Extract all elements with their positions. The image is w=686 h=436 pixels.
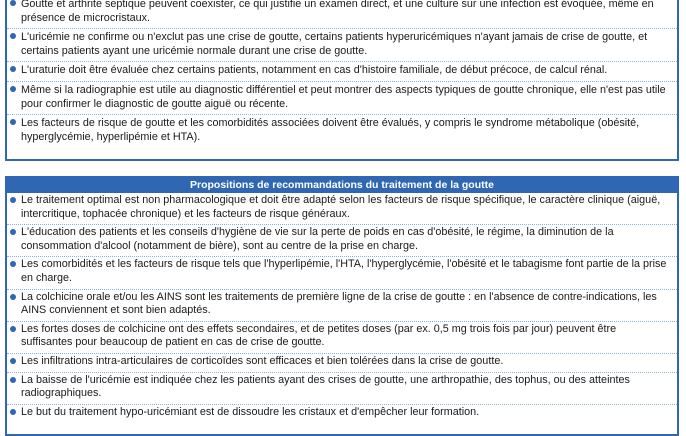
list-item bbox=[7, 290, 677, 322]
bullet-icon bbox=[10, 0, 16, 6]
bullet-icon bbox=[10, 294, 16, 300]
bullet-icon bbox=[10, 229, 16, 235]
item-text: Les facteurs de risque de goutte et les comorbidités associées doivent être évalués, y compris le syndrome métabolique (obésité, hyperglycémie, hyperlipémie et HTA). bbox=[21, 117, 640, 143]
bullet-icon bbox=[10, 377, 16, 383]
list-item bbox=[7, 405, 677, 423]
item-text: L'éducation des patients et les conseils d'hygiène de vie sur la perte de poids en cas d'obésité, le régime, la diminution de la consommation d'alcool (notamment de bière), sont au centre de la prise en charge. bbox=[21, 226, 614, 252]
list-item bbox=[7, 193, 677, 225]
bullet-icon bbox=[10, 119, 16, 125]
list-item bbox=[7, 29, 677, 62]
list-item bbox=[7, 322, 677, 354]
item-text: Les infiltrations intra-articulaires de corticoïdes sont efficaces et bien tolérées dans la crise de goutte. bbox=[21, 354, 504, 367]
list-item bbox=[7, 373, 677, 405]
item-text: Le traitement optimal est non pharmacologique et doit être adapté selon les facteurs de risque spécifique, le caractère clinique (aiguë, intercritique, tophacée chronique) et les facteurs de risque généraux. bbox=[21, 194, 661, 220]
item-text: Les fortes doses de colchicine ont des effets secondaires, et de petites doses (par ex. 0,5 mg trois fois par jour) peuvent être suffisantes pour beaucoup de patient en cas de crise de goutte. bbox=[21, 322, 617, 349]
item-text: Le but du traitement hypo-uricémiant est de dissoudre les cristaux et d'empêcher leur formation. bbox=[21, 405, 480, 418]
item-text: L'uricémie ne confirme ou n'exclut pas une crise de goutte, certains patients hyperuricémiques n'ayant jamais de crise de goutte, et certains patients ayant une uricémie normale durant une crise de goutte. bbox=[21, 31, 648, 57]
list-item bbox=[7, 354, 677, 373]
bullet-icon bbox=[10, 33, 16, 39]
item-text: Même si la radiographie est utile au diagnostic différentiel et peut montrer des aspects typiques de goutte chronique, elle n'est pas utile pour confirmer le diagnostic de goutte aiguë ou récente. bbox=[21, 83, 666, 110]
list-item bbox=[7, 82, 677, 115]
treatment-recommendations-box bbox=[5, 176, 679, 436]
item-text: Les comorbidités et les facteurs de risque tels que l'hyperlipémie, l'HTA, l'hyperglycémie, l'obésité et le tabagisme font partie de la prise en charge. bbox=[21, 258, 667, 284]
bullet-icon bbox=[10, 86, 16, 92]
list-item bbox=[7, 257, 677, 289]
bullet-icon bbox=[10, 197, 16, 203]
list-item bbox=[7, 62, 677, 82]
item-text: Goutte et arthrite septique peuvent coexister, ce qui justifie un examen direct, et une culture sur une infection est évoquée, même en présence de microcristaux. bbox=[21, 0, 654, 24]
item-text: La colchicine orale et/ou les AINS sont les traitements de première ligne de la crise de goutte : en l'absence de contre-indications, les AINS conviennent et sont bien adaptés. bbox=[21, 290, 657, 317]
bullet-icon bbox=[10, 409, 16, 415]
bullet-icon bbox=[10, 66, 16, 72]
list-item bbox=[7, 0, 677, 29]
item-text: L'uraturie doit être évaluée chez certains patients, notamment en cas d'histoire familiale, de début précoce, de calcul rénal. bbox=[21, 64, 608, 77]
bullet-icon bbox=[10, 358, 16, 364]
item-text: La baisse de l'uricémie est indiquée chez les patients ayant des crises de goutte, une arthropathie, des tophus, ou des atteintes radiographiques. bbox=[21, 373, 630, 400]
section-title: Propositions de recommandations du traitement de la goutte bbox=[7, 178, 677, 193]
list-item bbox=[7, 225, 677, 257]
list-item bbox=[7, 115, 677, 147]
bullet-icon bbox=[10, 326, 16, 332]
diagnosis-recommendations-box bbox=[5, 0, 679, 161]
bullet-icon bbox=[10, 261, 16, 267]
